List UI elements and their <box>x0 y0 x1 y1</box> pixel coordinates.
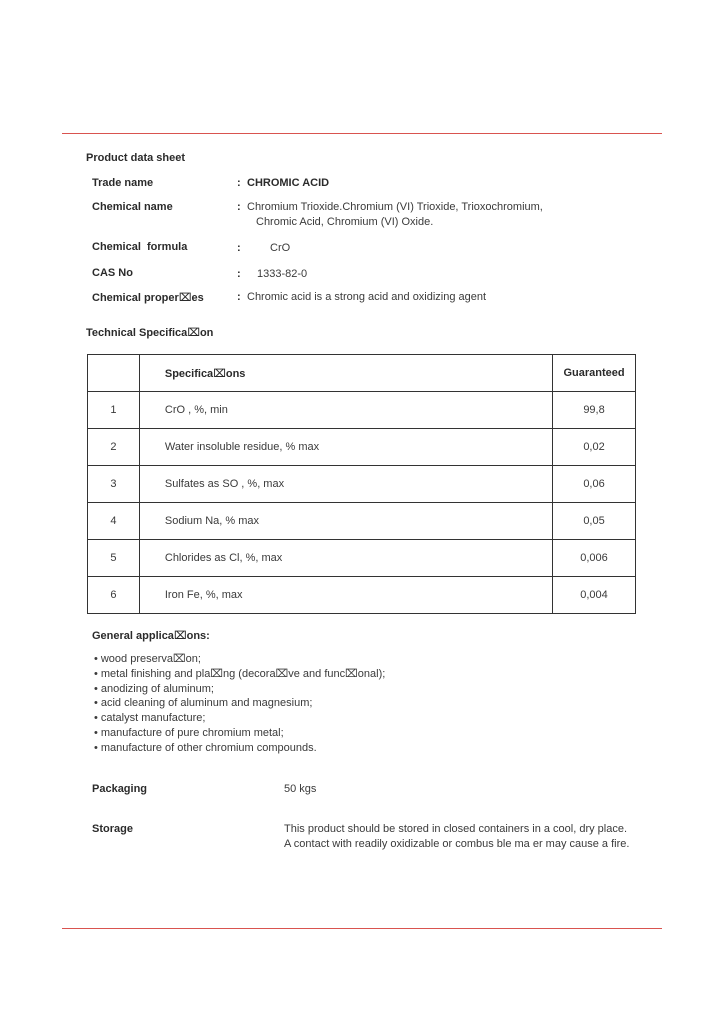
row-value: 0,02 <box>553 429 636 466</box>
technical-spec-title: Technical Specifica⌧on <box>86 327 214 339</box>
table-header-row <box>88 355 636 392</box>
list-item: • anodizing of aluminum; <box>94 682 385 697</box>
cas-no-label: CAS No <box>92 267 133 279</box>
row-spec: CrO , %, min <box>139 392 552 429</box>
storage-label: Storage <box>92 823 133 835</box>
trade-name-label: Trade name <box>92 177 154 189</box>
row-value: 0,004 <box>553 577 636 614</box>
table-row <box>88 540 636 577</box>
row-spec: Iron Fe, %, max <box>139 577 552 614</box>
row-spec: Water insoluble residue, % max <box>139 429 552 466</box>
list-item: • catalyst manufacture; <box>94 711 385 726</box>
chemical-properties-label: Chemical proper⌧es <box>92 292 204 304</box>
colon: : <box>237 268 241 280</box>
row-value: 99,8 <box>553 392 636 429</box>
row-no: 5 <box>88 540 140 577</box>
row-spec: Sodium Na, % max <box>139 503 552 540</box>
trade-name-value: CHROMIC ACID <box>247 177 330 189</box>
row-no: 6 <box>88 577 140 614</box>
table-row <box>88 466 636 503</box>
table-row <box>88 392 636 429</box>
spec-table <box>87 354 636 614</box>
list-item: • manufacture of other chromium compounds. <box>94 741 385 756</box>
row-no: 4 <box>88 503 140 540</box>
row-no: 1 <box>88 392 140 429</box>
colon: : <box>237 242 241 254</box>
row-spec: Sulfates as SO , %, max <box>139 466 552 503</box>
packaging-value: 50 kgs <box>284 783 317 795</box>
row-no: 3 <box>88 466 140 503</box>
table-row <box>88 577 636 614</box>
list-item: • manufacture of pure chromium metal; <box>94 726 385 741</box>
colon: : <box>237 177 241 189</box>
bottom-divider <box>62 928 662 929</box>
storage-line2: A contact with readily oxidizable or combus ble ma er may cause a fire. <box>284 838 630 850</box>
colon: : <box>237 201 241 213</box>
applications-title: General applica⌧ons: <box>92 630 210 642</box>
chemical-properties-value: Chromic acid is a strong acid and oxidizing agent <box>247 291 487 303</box>
chemical-formula-value: CrO <box>270 242 291 254</box>
chemical-name-value-line1: Chromium Trioxide.Chromium (VI) Trioxide, Trioxochromium, <box>247 201 543 213</box>
list-item: • acid cleaning of aluminum and magnesium; <box>94 696 385 711</box>
chemical-formula-label: Chemical formula <box>92 241 188 253</box>
table-row <box>88 503 636 540</box>
colon: : <box>237 291 241 303</box>
packaging-label: Packaging <box>92 783 148 795</box>
header-no <box>88 355 140 392</box>
row-value: 0,05 <box>553 503 636 540</box>
table-row <box>88 429 636 466</box>
cas-no-value: 1333-82-0 <box>257 268 308 280</box>
chemical-name-label: Chemical name <box>92 201 173 213</box>
list-item: • metal finishing and pla⌧ng (decora⌧ve and func⌧onal); <box>94 667 385 682</box>
top-divider <box>62 133 662 134</box>
header-guaranteed: Guaranteed <box>553 355 636 392</box>
chemical-name-value-line2: Chromic Acid, Chromium (VI) Oxide. <box>256 216 434 228</box>
row-value: 0,06 <box>553 466 636 503</box>
applications-list <box>94 652 385 756</box>
list-item: • wood preserva⌧on; <box>94 652 385 667</box>
header-specifications: Specifica⌧ons <box>139 355 552 392</box>
row-no: 2 <box>88 429 140 466</box>
storage-line1: This product should be stored in closed containers in a cool, dry place. <box>284 823 628 835</box>
sheet-title: Product data sheet <box>86 152 186 164</box>
row-spec: Chlorides as Cl, %, max <box>139 540 552 577</box>
row-value: 0,006 <box>553 540 636 577</box>
